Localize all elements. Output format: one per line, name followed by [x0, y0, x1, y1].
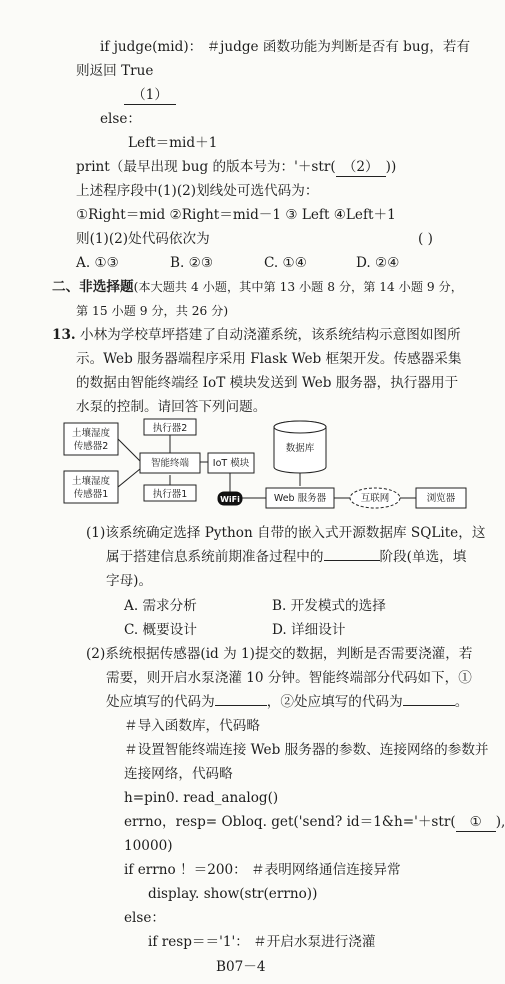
blank-1-line — [124, 86, 176, 105]
system-structure-diagram — [60, 417, 470, 517]
wifi-icon — [218, 492, 242, 505]
sub1-line3: 字母)。 — [106, 573, 153, 589]
code-print — [76, 158, 396, 177]
sub1-option-d: D. 详细设计 — [272, 622, 346, 638]
web-server-label: Web 服务器 — [273, 493, 327, 504]
code-blank-circle-1: ① — [456, 813, 496, 832]
code-if-resp: if resp＝＝'1'： ＃开启水泵进行浇灌 — [148, 934, 376, 950]
sub1-answer-blank — [324, 560, 380, 561]
section2-desc-cont: 第 15 小题 9 分，共 26 分) — [76, 304, 229, 318]
actuator1-label: 执行器1 — [152, 489, 188, 500]
sub2-line3 — [106, 693, 468, 711]
wifi-label: WiFi — [220, 495, 240, 504]
q13-stem2: 示。Web 服务器端程序采用 Flask Web 框架开发。传感器采集 — [76, 351, 462, 367]
page-number: B07－4 — [216, 959, 266, 975]
code-timeout: 10000) — [124, 838, 173, 854]
code-read-analog: h=pin0. read_analog() — [124, 790, 279, 806]
code-comment-setup-cont: 连接网络，代码略 — [124, 766, 233, 782]
terminal-label: 智能终端 — [150, 458, 190, 469]
q12-then-question: 则(1)(2)处代码依次为 — [76, 231, 210, 247]
sub2-blank-1 — [215, 705, 267, 706]
section2-header — [52, 278, 463, 296]
code-comment-setup: ＃设置智能终端连接 Web 服务器的参数、连接网络的参数并 — [124, 742, 489, 758]
sub2-line3-pre: 处应填写的代码为 — [106, 694, 215, 710]
sensor1-label-l2: 传感器1 — [73, 489, 109, 500]
q12-option-c: C. ①④ — [264, 255, 307, 271]
q13-stem1: 小林为学校草坪搭建了自动浇灌系统，该系统结构示意图如图所 — [79, 327, 461, 343]
line-sensor2-terminal — [118, 439, 140, 461]
sub2-blank-2 — [403, 705, 455, 706]
q13-stem4: 水泵的控制。请回答下列问题。 — [76, 399, 267, 415]
sub1-option-b: B. 开发模式的选择 — [272, 598, 386, 614]
code-if-judge: if judge(mid)： ＃judge 函数功能为判断是否有 bug，若有 — [100, 39, 471, 55]
sub1-option-c: C. 概要设计 — [124, 622, 197, 638]
code-print-prefix: print（最早出现 bug 的版本号为：'＋str( — [76, 159, 336, 175]
code-else: else： — [100, 111, 142, 127]
internet-label: 互联网 — [360, 493, 390, 504]
sub2-line2: 需要，则开启水泵浇灌 10 分钟。智能终端部分代码如下，① — [106, 670, 472, 686]
sub2-line1: (2)系统根据传感器(id 为 1)提交的数据，判断是否需要浇灌，若 — [86, 646, 473, 662]
database-top — [274, 421, 326, 433]
sub1-line1: (1)该系统确定选择 Python 自带的嵌入式开源数据库 SQLite，这 — [86, 525, 486, 541]
code-if-errno: if errno ！＝200： ＃表明网络通信连接异常 — [124, 862, 401, 878]
q12-option-d: D. ②④ — [356, 255, 400, 271]
sensor2-label-l2: 传感器2 — [73, 441, 109, 452]
code-obloq-get-pre: errno，resp= Obloq. get('send? id＝1&h='＋str( — [124, 814, 456, 830]
iot-label: IoT 模块 — [212, 458, 250, 469]
line-sensor1-terminal — [118, 469, 140, 487]
code-obloq-get — [124, 813, 505, 832]
sub1-line2-post: 阶段(单选，填 — [379, 549, 467, 565]
sub2-line3-end: 。 — [454, 694, 469, 710]
actuator2-label: 执行器2 — [152, 423, 188, 434]
code-print-suffix: )) — [385, 159, 397, 175]
section2-title: 二、非选择题 — [52, 279, 134, 295]
code-comment-import: ＃导入函数库，代码略 — [124, 718, 260, 734]
code-display-show: display. show(str(errno)) — [148, 886, 318, 902]
sub1-option-a: A. 需求分析 — [124, 598, 197, 614]
blank-1: （1） — [124, 86, 176, 105]
q12-choices: ①Right＝mid ②Right＝mid－1 ③ Left ④Left＋1 — [76, 207, 396, 223]
sub1-line2-pre: 属于搭建信息系统前期准备过程中的 — [106, 549, 324, 565]
database-label: 数据库 — [285, 443, 315, 454]
browser-label: 浏览器 — [426, 493, 456, 504]
code-left-assign: Left＝mid＋1 — [128, 135, 218, 151]
section2-desc: (本大题共 4 小题，其中第 13 小题 8 分，第 14 小题 9 分， — [133, 280, 463, 294]
q12-prompt: 上述程序段中(1)(2)划线处可选代码为： — [76, 183, 319, 199]
sub1-line2 — [106, 548, 466, 566]
q12-option-b: B. ②③ — [170, 255, 214, 271]
code-else-2: else： — [124, 910, 166, 926]
q12-answer-bracket: ( ) — [418, 231, 433, 247]
q12-option-a: A. ①③ — [76, 255, 119, 271]
q13-stem3: 的数据由智能终端经 IoT 模块发送到 Web 服务器，执行器用于 — [76, 375, 459, 391]
sensor2-label-l1: 土壤湿度 — [71, 428, 111, 439]
sensor1-label-l1: 土壤湿度 — [71, 476, 111, 487]
q13-number: 13. — [52, 327, 76, 343]
code-obloq-get-post: ), — [495, 814, 505, 830]
sub2-line3-mid: ，②处应填写的代码为 — [266, 694, 403, 710]
q13-stem-line1 — [52, 326, 461, 344]
code-if-judge-cont: 则返回 True — [76, 63, 154, 79]
blank-2: （2） — [336, 158, 386, 177]
